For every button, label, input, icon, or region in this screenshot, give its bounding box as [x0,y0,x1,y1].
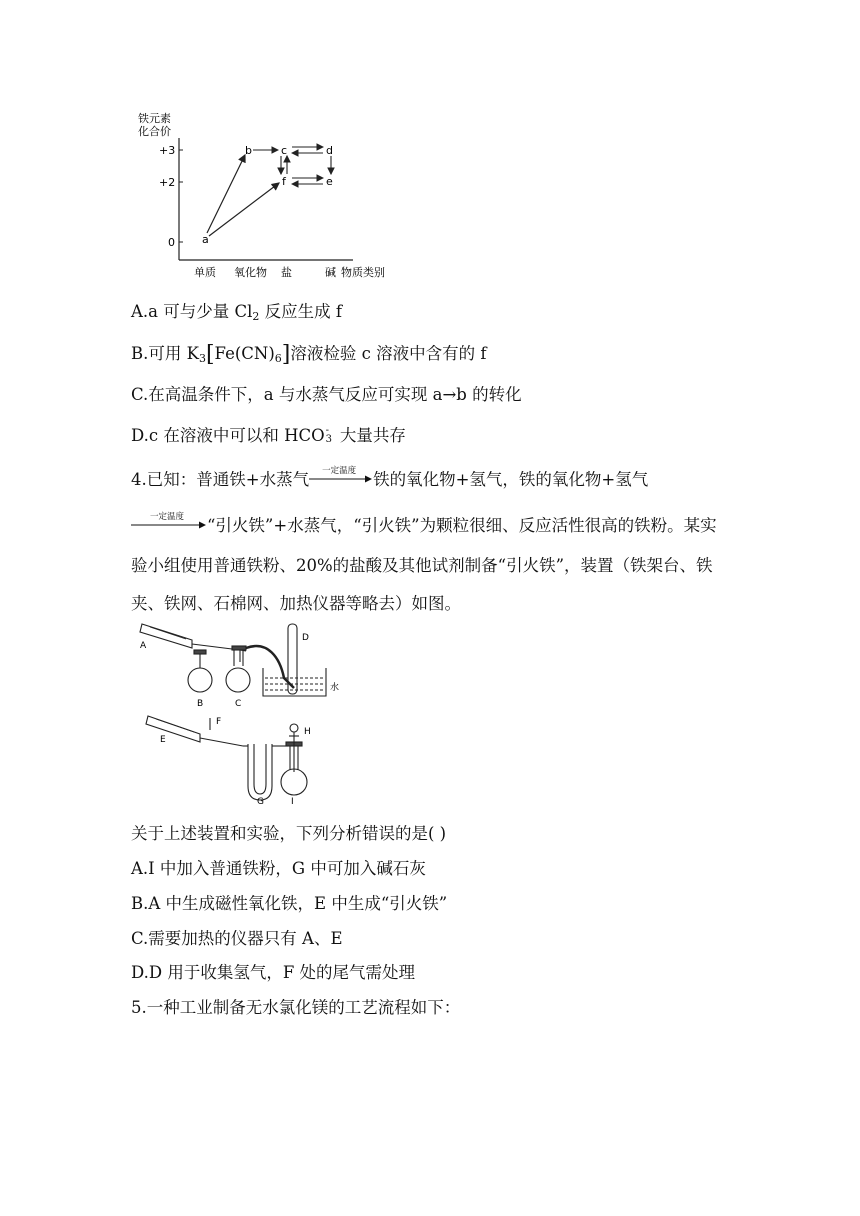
q3-option-c: C.在高温条件下，a 与水蒸气反应可实现 a→b 的转化 [131,385,522,404]
q4-option-a: A.I 中加入普通铁粉，G 中可加入碱石灰 [131,859,426,878]
q4-option-c: C.需要加热的仪器只有 A、E [131,929,343,948]
y-tick-zero: 0 [168,236,175,249]
x-tick-oxide: 氧化物 [234,266,267,279]
x-tick-salt: 盐 [281,266,292,279]
x-tick-base: 碱 [325,266,336,279]
label-D: D [302,633,309,643]
label-G: G [257,797,264,807]
q4-option-d: D.D 用于收集氢气，F 处的尾气需处理 [131,963,416,982]
q3-option-b: B.可用 $K_3[Fe(CN)_6]$溶液检验 c 溶液中含有的 f [131,342,487,367]
x-tick-element: 单质 [194,266,216,279]
point-b: b [245,144,252,157]
y-tick-plus2: +2 [159,176,176,189]
arrow-a-b [207,155,245,233]
point-a: a [202,233,209,246]
label-B: B [197,699,204,709]
iron-valence-diagram [135,108,405,283]
label-A: A [140,641,147,651]
q4-question: 关于上述装置和实验，下列分析错误的是( ) [131,824,447,843]
label-H: H [304,727,311,737]
q3-option-a: A.a 可与少量 $Cl_2$ 反应生成 f [131,302,342,323]
label-E: E [160,735,166,745]
q4-line-4: 夹、铁网、石棉网、加热仪器等略去）如图。 [131,594,461,613]
apparatus-diagram [128,618,358,808]
label-I: I [291,797,294,807]
q4-line-3: 验小组使用普通铁粉、20%的盐酸及其他试剂制备“引火铁”，装置（铁架台、铁 [131,556,713,575]
y-axis-label-1: 铁元素 [138,112,171,125]
label-C: C [235,699,242,709]
q4-line-1: 4.已知：普通铁+水蒸气 一定温度 铁的氧化物+氢气，铁的氧化物+氢气 [131,466,649,489]
label-water: 水 [330,683,340,693]
y-axis-label-2: 化合价 [138,125,171,138]
point-c: c [281,144,288,157]
q4-option-b: B.A 中生成磁性氧化铁，E 中生成“引火铁” [131,894,448,913]
arrow-a-f [209,183,279,236]
point-f: f [282,175,286,188]
q3-option-d: D.c 在溶液中可以和 HCO - 3 大量共存 [131,425,406,445]
x-axis-label: 物质类别 [341,266,385,279]
point-e: e [326,175,333,188]
label-F: F [216,717,222,727]
y-tick-plus3: +3 [159,144,176,157]
q4-line-2: 一定温度 “引火铁”+水蒸气，“引火铁”为颗粒很细、反应活性很高的铁粉。某实 [131,512,717,536]
reaction-arrow-2: 一定温度 [131,513,207,533]
q5-line-1: 5.一种工业制备无水氯化镁的工艺流程如下： [131,998,461,1017]
point-d: d [326,144,333,157]
reaction-arrow-1: 一定温度 [309,467,373,487]
